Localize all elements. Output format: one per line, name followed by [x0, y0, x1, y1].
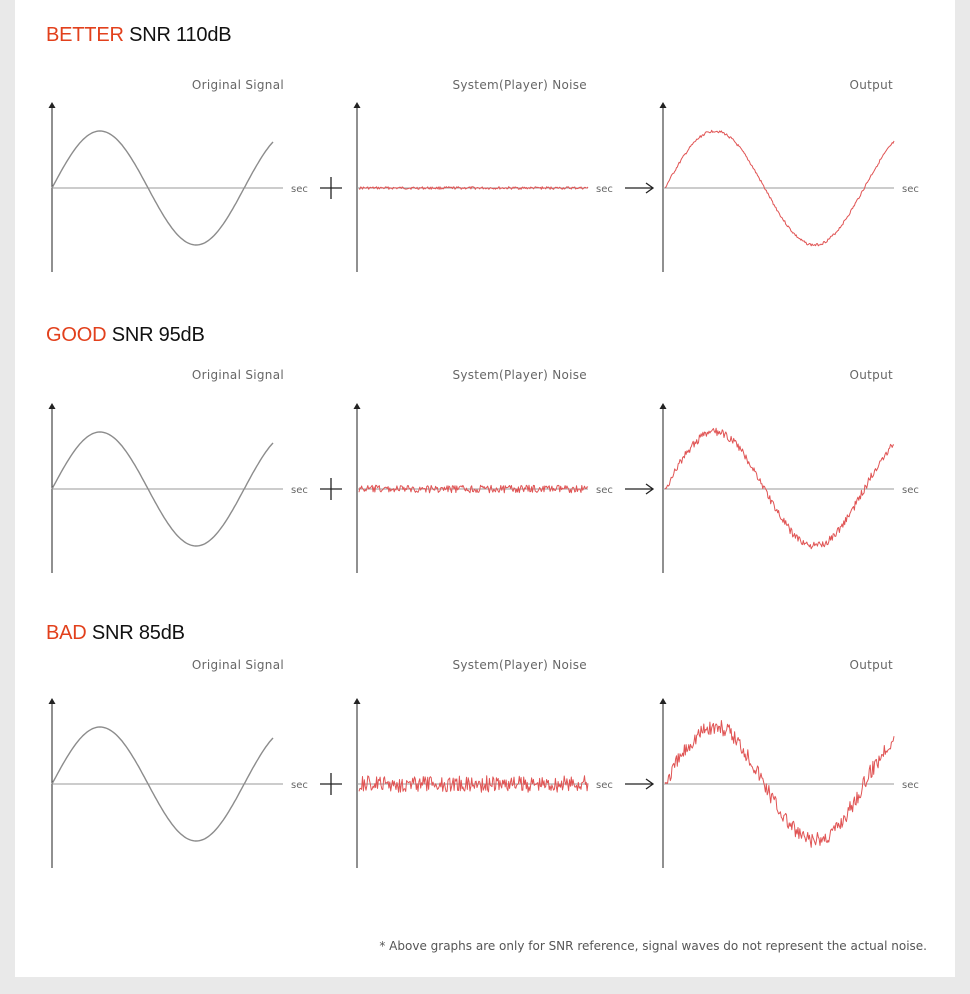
y-axis-arrow	[49, 403, 56, 409]
output-label: Output	[849, 368, 893, 382]
original-signal-label: Original Signal	[191, 78, 284, 92]
arrow-operator	[625, 183, 653, 193]
y-axis-arrow	[354, 403, 361, 409]
plus-operator	[320, 773, 342, 795]
grade-label: BETTER	[46, 24, 124, 46]
x-axis-unit: sec	[902, 184, 919, 195]
x-axis-unit: sec	[596, 485, 613, 496]
grade-label: GOOD	[46, 324, 107, 346]
output-graph	[660, 403, 919, 573]
noise-label: System(Player) Noise	[452, 368, 587, 382]
noise-label: System(Player) Noise	[452, 658, 587, 672]
arrow-operator	[625, 779, 653, 789]
arrow-operator	[625, 484, 653, 494]
y-axis-arrow	[660, 102, 667, 108]
snr-value: SNR 95dB	[111, 324, 205, 346]
original-signal-label: Original Signal	[191, 658, 284, 672]
x-axis-unit: sec	[291, 184, 308, 195]
y-axis-arrow	[49, 698, 56, 704]
section-bad	[15, 598, 955, 888]
plus-operator	[320, 177, 342, 199]
snr-comparison-panel	[15, 0, 955, 977]
x-axis-unit: sec	[291, 485, 308, 496]
section-good	[15, 300, 955, 590]
grade-label: BAD	[46, 622, 87, 644]
plus-operator	[320, 478, 342, 500]
footnote: * Above graphs are only for SNR reference, signal waves do not represent the actual noise.	[379, 939, 927, 953]
x-axis-unit: sec	[902, 485, 919, 496]
original-signal-graph	[49, 403, 308, 573]
snr-value: SNR 110dB	[129, 24, 232, 46]
y-axis-arrow	[660, 403, 667, 409]
section-graphs	[15, 598, 955, 888]
original-signal-graph	[49, 698, 308, 868]
x-axis-unit: sec	[291, 780, 308, 791]
original-signal-graph	[49, 102, 308, 272]
y-axis-arrow	[354, 698, 361, 704]
snr-value: SNR 85dB	[91, 622, 185, 644]
output-label: Output	[849, 658, 893, 672]
y-axis-arrow	[660, 698, 667, 704]
noise-graph	[354, 403, 613, 573]
x-axis-unit: sec	[596, 780, 613, 791]
noise-label: System(Player) Noise	[452, 78, 587, 92]
output-label: Output	[849, 78, 893, 92]
noise-graph	[354, 102, 613, 272]
output-graph	[660, 698, 919, 868]
section-better	[15, 0, 955, 290]
y-axis-arrow	[354, 102, 361, 108]
output-graph	[660, 102, 919, 272]
section-graphs	[15, 0, 955, 290]
y-axis-arrow	[49, 102, 56, 108]
noise-graph	[354, 698, 613, 868]
original-signal-label: Original Signal	[191, 368, 284, 382]
section-graphs	[15, 300, 955, 590]
x-axis-unit: sec	[596, 184, 613, 195]
x-axis-unit: sec	[902, 780, 919, 791]
